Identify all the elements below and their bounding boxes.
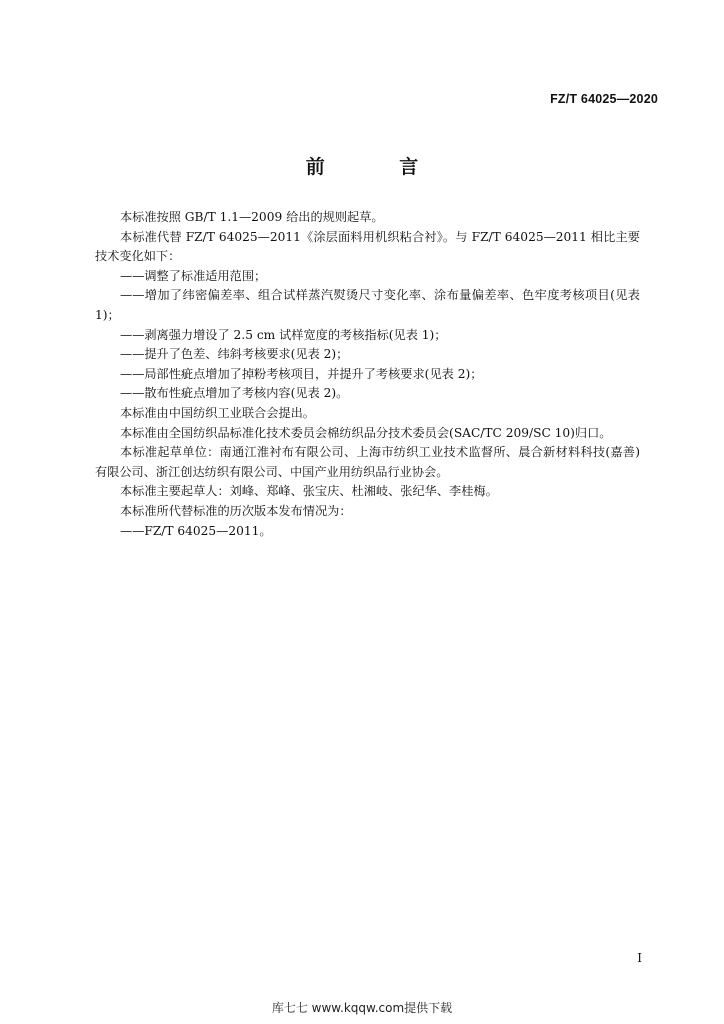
page-number: I xyxy=(637,951,642,965)
preface-body xyxy=(95,208,640,541)
list-item: ——提升了色差、纬斜考核要求(见表 2)； xyxy=(120,347,349,362)
list-item: ——散布性疵点增加了考核内容(见表 2)。 xyxy=(120,386,349,401)
paragraph: 本标准所代替标准的历次版本发布情况为： xyxy=(120,503,352,518)
standard-code: FZ/T 64025—2020 xyxy=(550,92,658,106)
list-item: ——调整了标准适用范围； xyxy=(120,268,267,283)
paragraph: 本标准代替 FZ/T 64025—2011《涂层面料用机织粘合衬》。与 FZ/T 64025—2011 相比主要技术变化如下： xyxy=(95,229,640,264)
page-title: 前 言 xyxy=(305,156,453,178)
list-item: ——剥离强力增设了 2.5 cm 试样宽度的考核指标(见表 1)； xyxy=(120,327,447,342)
paragraph: 本标准主要起草人：刘峰、郑峰、张宝庆、杜湘岐、张纪华、李桂梅。 xyxy=(120,484,498,499)
paragraph: 本标准起草单位：南通江淮衬布有限公司、上海市纺织工业技术监督所、晨合新材料科技(嘉善)有限公司、浙江创达纺织有限公司、中国产业用纺织品行业协会。 xyxy=(95,445,640,479)
list-item: ——增加了纬密偏差率、组合试样蒸汽熨烫尺寸变化率、涂布量偏差率、色牢度考核项目(见表 1)； xyxy=(95,288,640,322)
footer-watermark: 库七七 www.kqqw.com提供下载 xyxy=(271,1001,453,1015)
paragraph: 本标准由中国纺织工业联合会提出。 xyxy=(120,405,315,420)
list-item: ——局部性疵点增加了掉粉考核项目，并提升了考核要求(见表 2)； xyxy=(120,366,483,381)
paragraph: 本标准按照 GB/T 1.1—2009 给出的规则起草。 xyxy=(120,210,384,224)
list-item: ——FZ/T 64025—2011。 xyxy=(120,523,272,538)
paragraph: 本标准由全国纺织品标准化技术委员会棉纺织品分技术委员会(SAC/TC 209/SC 10)归口。 xyxy=(120,425,612,440)
